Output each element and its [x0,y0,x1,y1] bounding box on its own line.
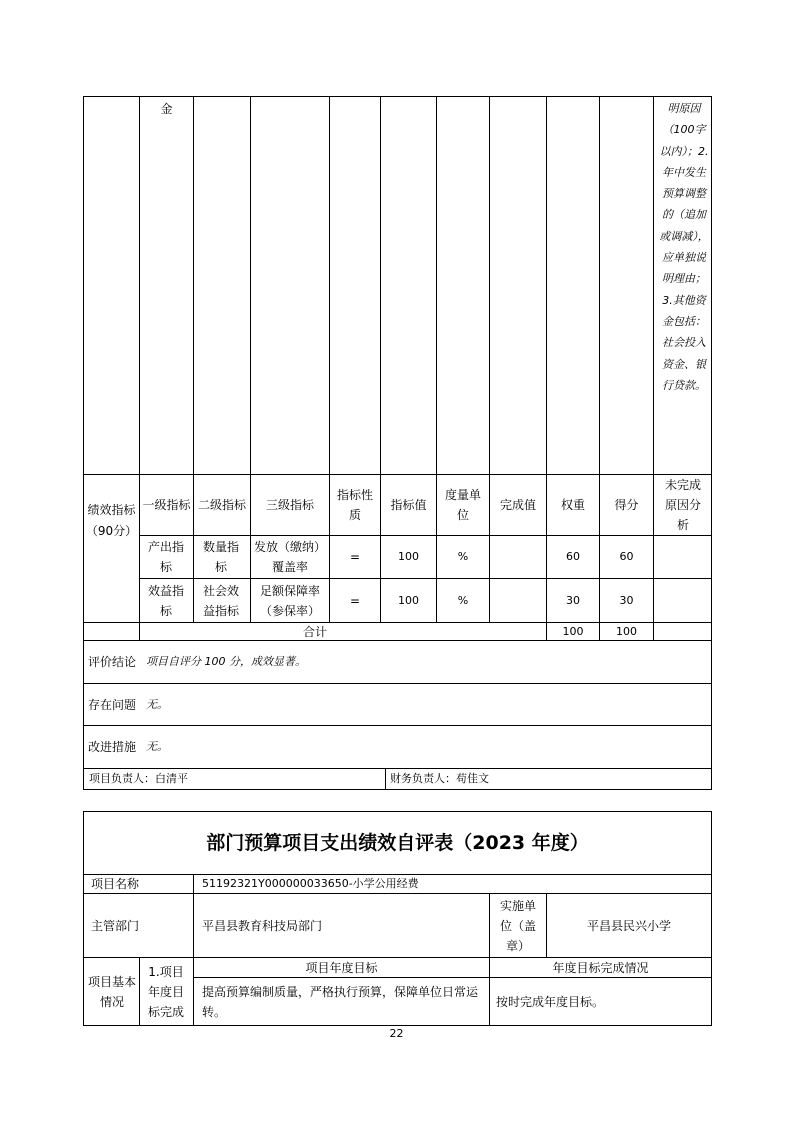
project-name: 51192321Y000000033650-小学公用经费 [202,877,419,890]
page-number: 22 [389,1027,404,1040]
row-weight: 60 [566,550,580,563]
dept-label: 主管部门 [91,918,140,933]
row-level2: 社会效益指标 [202,583,239,618]
row-score: 30 [619,593,634,607]
project-name-label: 项目名称 [91,877,140,891]
total-score: 100 [616,624,637,638]
header-level3: 三级指标 [265,498,314,512]
completion-header: 年度目标完成情况 [552,960,649,975]
row-level3: 足额保障率（参保率） [259,583,320,618]
row-reason [654,579,711,622]
row-done [490,536,546,578]
col-divider [193,96,194,623]
header-score: 得分 [614,498,639,512]
row-nature: = [349,550,361,564]
issue-text: 无。 [146,697,168,711]
table-border [83,96,712,97]
row-weight: 30 [566,593,580,607]
annual-goal-text: 提高预算编制质量，严格执行预算，保障单位日常运转。 [202,984,479,1019]
header-value: 指标值 [390,498,427,512]
finance-lead: 财务负责人：苟佳文 [390,772,489,785]
col-divider [139,957,140,1026]
completion-text: 按时完成年度目标。 [496,994,605,1009]
header-level2: 二级指标 [197,498,246,512]
table-border [83,96,84,790]
fund-cell: 金 [160,102,173,116]
row-level1: 产出指标 [147,540,184,574]
header-reason: 未完成原因分析 [664,478,701,532]
improve-text: 无。 [146,740,168,753]
perf-indicator-label: 绩效指标（90分） [85,503,138,538]
dept-value: 平昌县教育科技局部门 [202,918,323,933]
row-unit: % [457,593,469,607]
total-label: 合计 [302,624,327,639]
eval-text: 项目自评分 100 分，成效显著。 [146,655,306,668]
row-reason [654,536,711,578]
row-level3: 发放（缴纳）覆盖率 [253,540,326,574]
header-level1: 一级指标 [142,498,191,512]
impl-unit: 平昌县民兴小学 [586,918,671,933]
eval-label: 评价结论 [87,655,136,669]
basic-info-label: 项目基本情况 [87,974,136,1009]
header-unit: 度量单位 [444,488,481,522]
form-title: 部门预算项目支出绩效自评表（2023 年度） [206,832,589,854]
annual-goal-header: 项目年度目标 [305,960,378,975]
header-done: 完成值 [499,498,536,512]
table-border [711,96,712,790]
table-border [83,789,712,790]
impl-label: 实施单位（盖章） [499,898,536,953]
col-divider [139,96,140,641]
row-score: 60 [619,550,634,563]
row-unit: % [457,550,469,563]
row-level1: 效益指标 [147,583,184,618]
row-value: 100 [398,550,419,563]
total-weight: 100 [562,624,584,638]
row-value: 100 [398,593,419,607]
improve-label: 改进措施 [87,740,136,754]
row-done [490,579,546,622]
table-border [83,1025,712,1026]
goal-label: 1.项目年度目标完成 [147,964,184,1019]
row-level2: 数量指标 [202,540,239,574]
header-nature: 指标性质 [336,488,373,522]
issue-label: 存在问题 [87,697,136,712]
row-nature: = [349,593,361,608]
project-lead: 项目负责人：白清平 [89,772,188,785]
table-border [711,811,712,1026]
notes-column: 明原因（100字以内）；2.年中发生预算调整的（追加或调减），应单独说明理由；3.其他资金包括：社会投入资金、银行贷款。 [659,102,709,392]
header-weight: 权重 [560,498,585,512]
